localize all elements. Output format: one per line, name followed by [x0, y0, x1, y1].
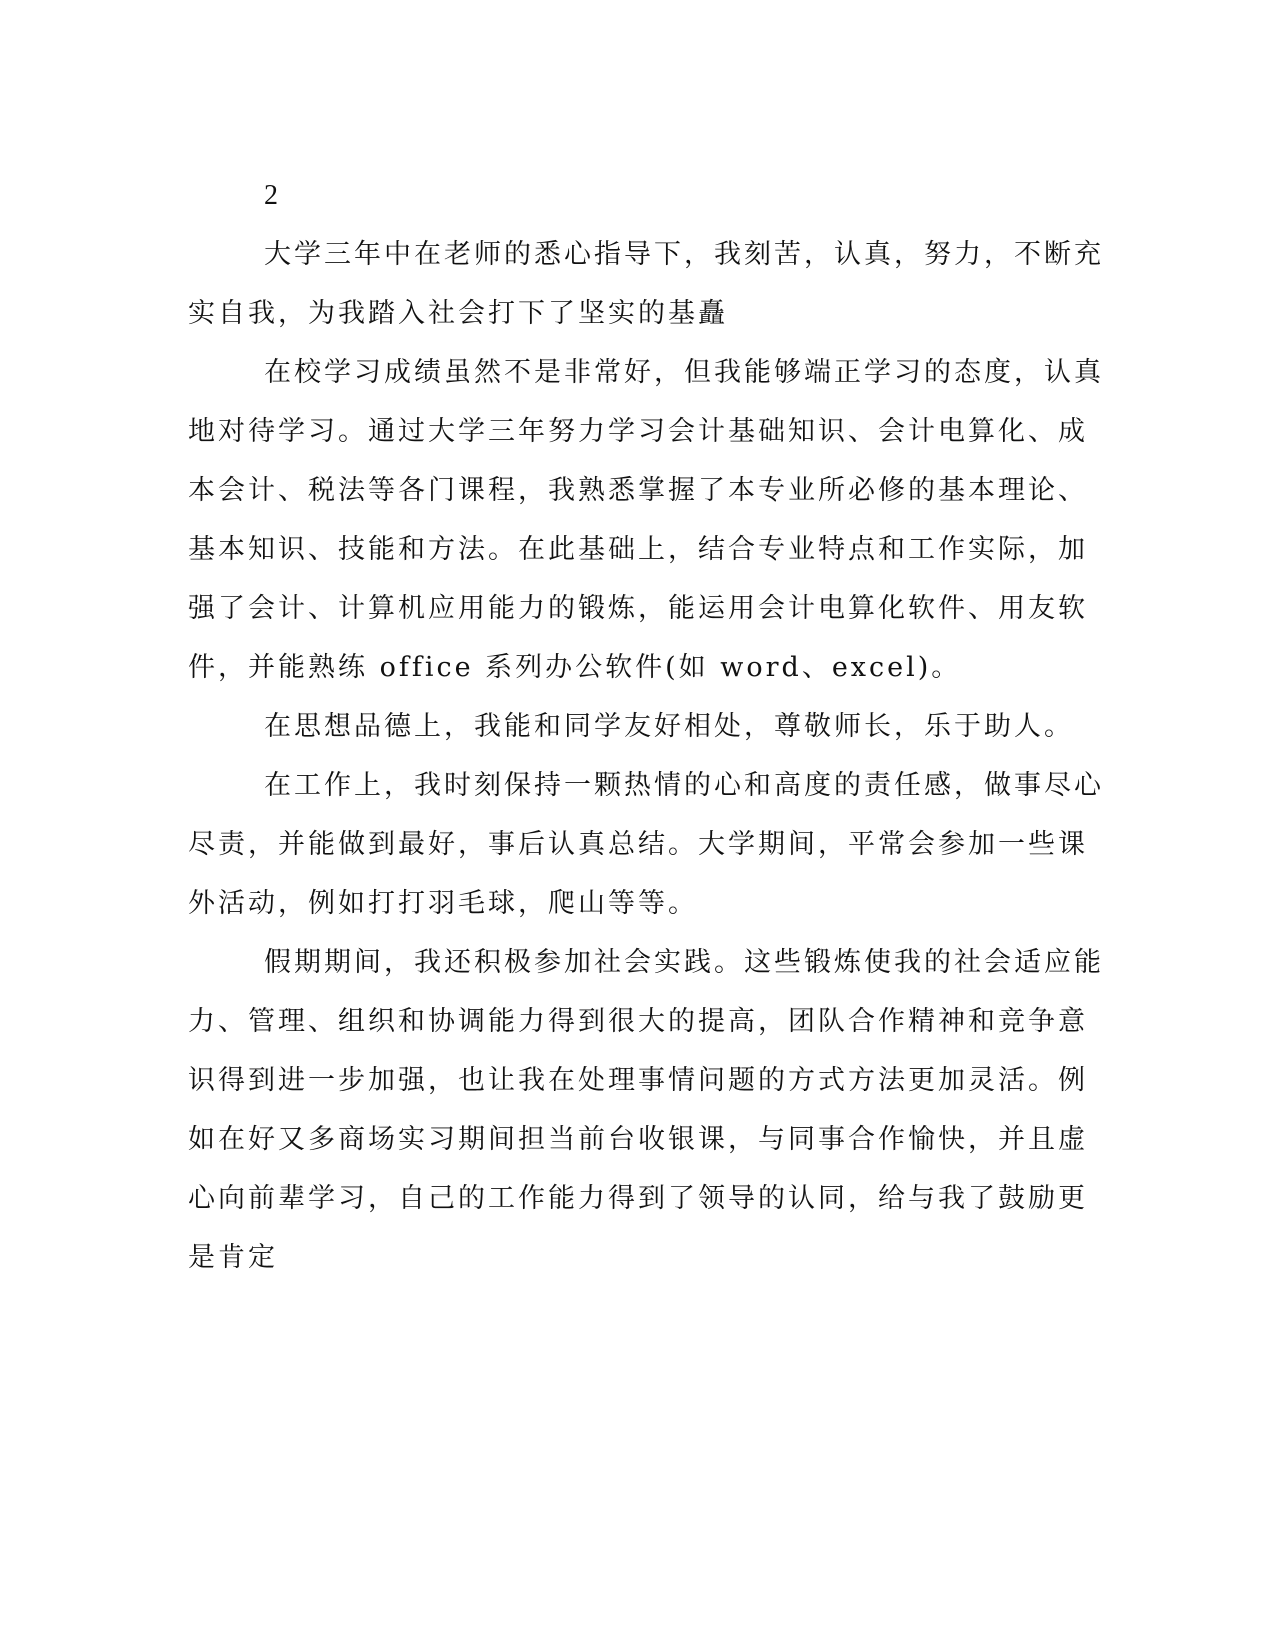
paragraph-work-attitude: [188, 756, 1104, 933]
paragraph-line: 在校学习成绩虽然不是非常好，但我能够端正学习的态度，认真: [264, 357, 1104, 388]
paragraph-academic-performance: [188, 343, 1104, 697]
paragraph-line: 件，并能熟练 office 系列办公软件(如 word、excel)。: [188, 652, 962, 683]
paragraph-study-guidance: [188, 225, 1104, 343]
paragraph-line: 在工作上，我时刻保持一颗热情的心和高度的责任感，做事尽心: [264, 770, 1104, 801]
paragraph-line: 基本知识、技能和方法。在此基础上，结合专业特点和工作实际，加: [188, 534, 1088, 565]
paragraph-line: 识得到进一步加强，也让我在处理事情问题的方式方法更加灵活。例: [188, 1065, 1088, 1096]
paragraph-line: 在思想品德上，我能和同学友好相处，尊敬师长，乐于助人。: [264, 711, 1074, 742]
paragraph-social-practice: [188, 933, 1104, 1287]
paragraph-line: 大学三年中在老师的悉心指导下，我刻苦，认真，努力，不断充: [264, 239, 1104, 270]
document-body: [188, 166, 1104, 1287]
paragraph-line: 尽责，并能做到最好，事后认真总结。大学期间，平常会参加一些课: [188, 829, 1088, 860]
paragraph-line: 如在好又多商场实习期间担当前台收银课，与同事合作愉快，并且虚: [188, 1124, 1088, 1155]
paragraph-line: 地对待学习。通过大学三年努力学习会计基础知识、会计电算化、成: [188, 416, 1088, 447]
paragraph-line: 心向前辈学习，自己的工作能力得到了领导的认同，给与我了鼓励更: [188, 1183, 1088, 1214]
paragraph-line: 力、管理、组织和协调能力得到很大的提高，团队合作精神和竞争意: [188, 1006, 1088, 1037]
paragraph-line: 外活动，例如打打羽毛球，爬山等等。: [188, 888, 698, 919]
paragraph-line: 本会计、税法等各门课程，我熟悉掌握了本专业所必修的基本理论、: [188, 475, 1088, 506]
paragraph-moral-character: [188, 697, 1088, 756]
paragraph-line: 假期期间，我还积极参加社会实践。这些锻炼使我的社会适应能: [264, 947, 1104, 978]
paragraph-line: 实自我，为我踏入社会打下了坚实的基矗: [188, 298, 728, 329]
paragraph-line: 强了会计、计算机应用能力的锻炼，能运用会计电算化软件、用友软: [188, 593, 1088, 624]
paragraph-line: 是肯定: [188, 1242, 278, 1273]
page-number: 2: [264, 180, 278, 211]
